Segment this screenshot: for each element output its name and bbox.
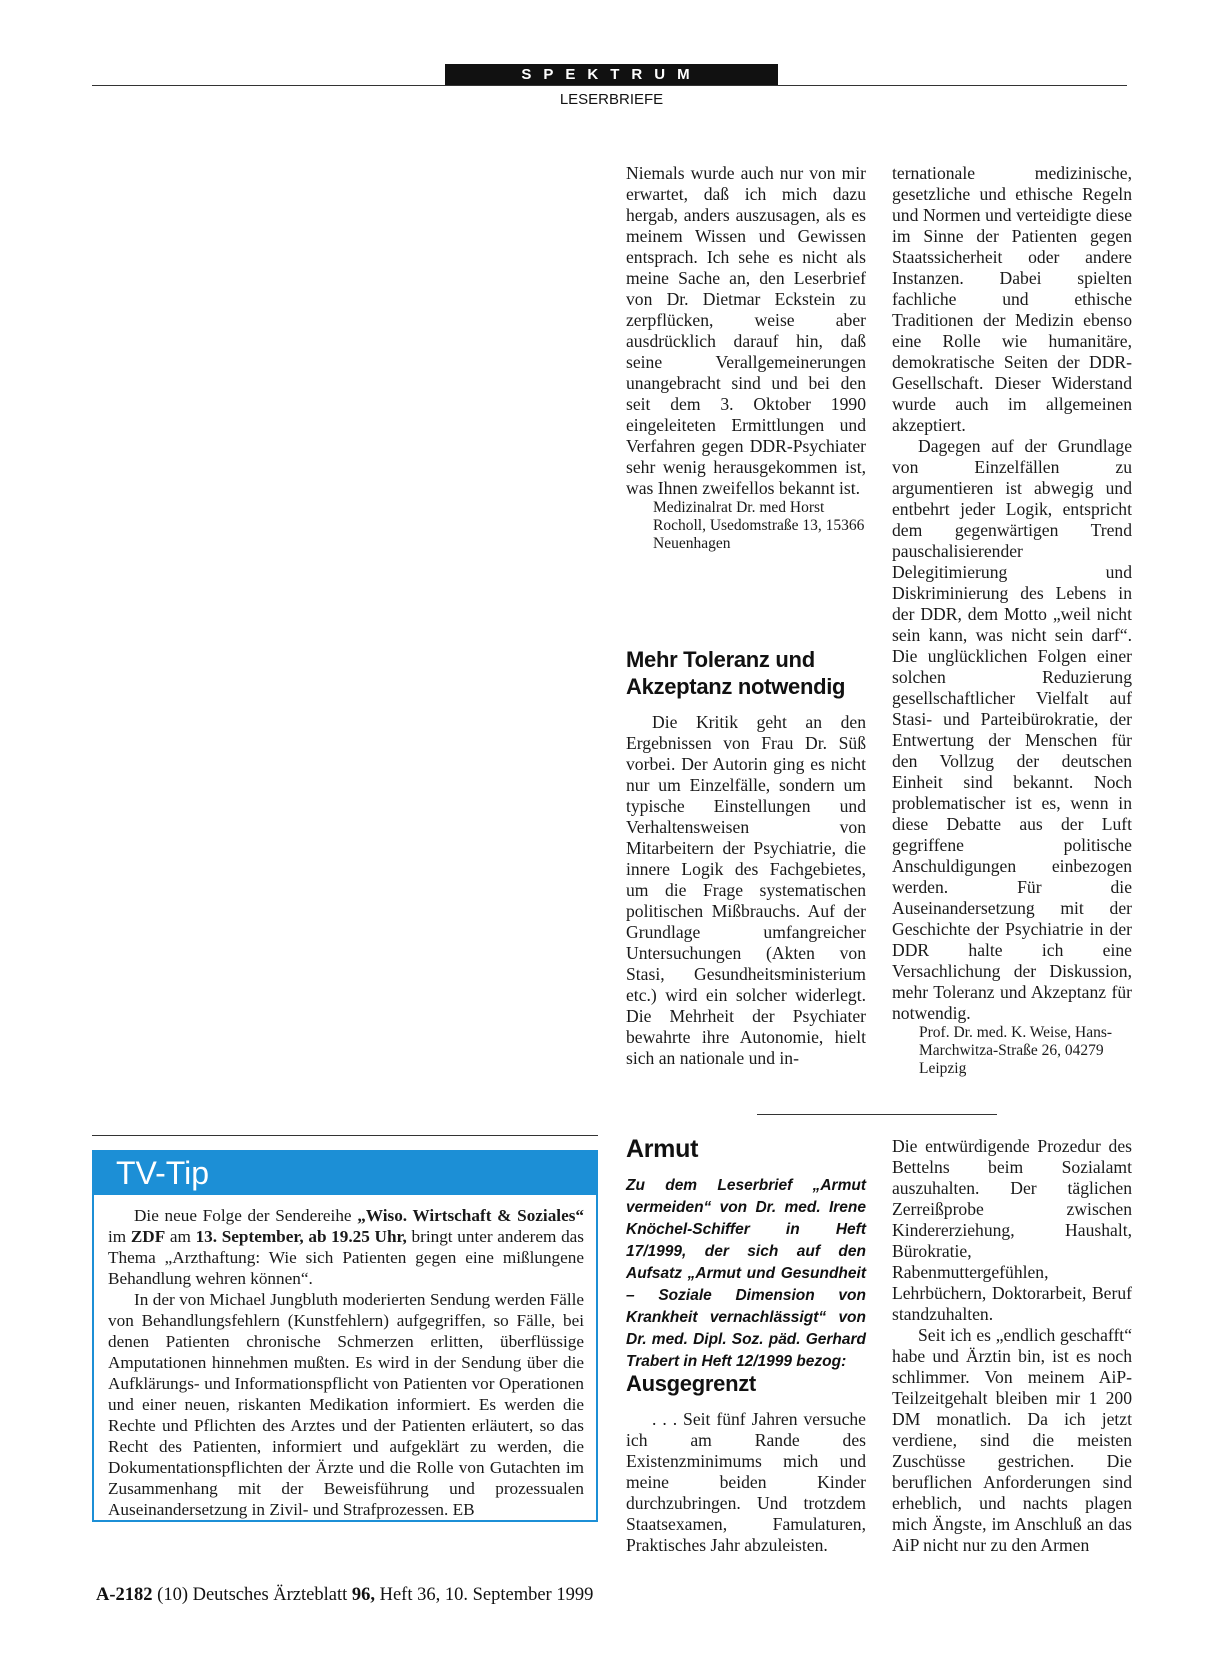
tv-tip-paragraph-2: [108, 1289, 584, 1520]
tv-tip-channel: ZDF: [130, 1227, 166, 1246]
tv-tip-text: In der von Michael Jungbluth moderierten Sendung werden Fälle von Behandlungsfehlern (Kunstfehlern) aufgegriffen, so Fälle, bei denen Patienten chronische Schmerzen erlitten, überflüssige Amputationen hinnehmen mußten. Es wird in der Sendung über die Aufklärungs- und Informationspflicht von Patienten vor Operationen und einer neuen, riskanten Medikation informiert. Es werden die Rechte und Pflichten des Arztes und der Patienten erläutert, so das Recht des Patienten, informiert und aufgeklärt zu werden, die Dokumentationspflichten der Ärzte und die Rolle von Gutachten im Zusammenhang mit der Beweisführung und prozessualen Auseinandersetzung in Zivil- und Strafprozessen.: [108, 1290, 584, 1519]
tv-tip-rule: [92, 1135, 598, 1136]
letter1-body: Niemals wurde auch nur von mir erwartet, daß ich mich dazu hergab, anders auszusagen, als es meinem Wissen und Gewissen entsprach. Ich sehe es nicht als meine Sache an, den Leserbrief von Dr. Dietmar Eckstein zu zerpflücken, weise aber ausdrücklich darauf hin, daß seine Verallgemeinerungen unangebracht sind und bei den seit dem 3. Oktober 1990 eingeleiteten Ermittlungen und Verfahren gegen DDR-Psychiater sehr wenig herausgekommen ist, was Ihnen zweifellos bekannt ist.: [626, 163, 866, 498]
tv-tip-text: im: [108, 1227, 131, 1246]
armut-body-2: Die entwürdigende Prozedur des Bettelns beim Sozialamt auszuhalten. Der täglichen Zerreißprobe zwischen Kindererziehung, Haushalt, Bürokratie, Rabenmuttergefühlen, Lehrbüchern, Doktorarbeit, Beruf standzuhalten.: [892, 1136, 1132, 1324]
article-divider: [757, 1114, 997, 1115]
letter2-column-left: [626, 712, 866, 1069]
journal-name: Deutsches Ärzteblatt: [192, 1585, 348, 1605]
page-number-paren: (10): [157, 1585, 188, 1605]
tv-tip-text: bringt unter anderem das Thema „Arzthaftung: Wie sich Patienten gegen eine mißlungene Behandlung wehren können“.: [108, 1227, 584, 1288]
armut-subhead: Ausgegrenzt: [626, 1371, 756, 1396]
tv-tip-paragraph-1: [108, 1205, 584, 1289]
tv-tip-text: am: [165, 1227, 196, 1246]
tv-tip-title: TV-Tip: [94, 1152, 596, 1195]
armut-column-left: [626, 1409, 866, 1556]
armut-headline: Armut: [626, 1135, 699, 1163]
tv-tip-show-name: „Wiso. Wirtschaft & Soziales“: [357, 1206, 584, 1225]
armut-intro: Zu dem Leserbrief „Armut vermeiden“ von Dr. med. Irene Knöchel-Schiffer in Heft 17/1999, der sich auf den Aufsatz „Armut und Gesundheit – Soziale Dimension von Krankheit vernachlässigt“ von Dr. med. Dipl. Soz. päd. Gerhard Trabert in Heft 12/1999 bezog:: [626, 1177, 866, 1370]
journal-issue: Heft 36, 10. September 1999: [379, 1585, 594, 1605]
armut-body-3: Seit ich es „endlich geschafft“ habe und Ärztin bin, ist es noch schlimmer. Von meinem AiP-Teilzeitgehalt bleiben mir 1 200 DM monatlich. Da ich jetzt verdiene, sind die meisten Zuschüsse gestrichen. Die beruflichen Anforderungen sind erheblich, und nachts plagen mich Ängste, im Anschluß an das AiP nicht nur zu den Armen: [892, 1325, 1132, 1555]
armut-body-1: . . . Seit fünf Jahren versuche ich am Rande des Existenzminimums mich und meine beiden Kinder durchzubringen. Und trotzdem Staatsexamen, Famulaturen, Praktisches Jahr abzuleisten.: [626, 1409, 866, 1555]
page-number: A-2182: [96, 1585, 153, 1605]
armut-column-right: [892, 1136, 1132, 1556]
letter1-signature: Medizinalrat Dr. med Horst Rocholl, Usedomstraße 13, 15366 Neuenhagen: [653, 499, 865, 552]
header-rule: [92, 85, 1127, 86]
tv-tip-airtime: 13. September, ab 19.25 Uhr,: [195, 1227, 407, 1246]
letter2-part2: ternationale medizinische, gesetzliche und ethische Regeln und Normen und verteidigte diese im Sinne der Patienten gegen Staatssicherheit oder andere Instanzen. Dabei spielten fachliche und ethische Traditionen der Medizin ebenso eine Rolle wie humanitäre, demokratische Seiten der DDR-Gesellschaft. Dieser Widerstand wurde auch im allgemeinen akzeptiert.: [892, 163, 1132, 435]
tv-tip-body: [94, 1195, 596, 1520]
journal-volume: 96,: [351, 1585, 375, 1605]
section-subtitle: LESERBRIEFE: [559, 91, 664, 108]
page-footer: [96, 1585, 593, 1606]
tv-tip-text: Die neue Folge der Sendereihe: [134, 1206, 358, 1225]
letter2-part3: Dagegen auf der Grundlage von Einzelfällen zu argumentieren ist abwegig und entbehrt jeder Logik, entspricht dem gegenwärtigen Trend pauschalisierender Delegitimierung und Diskriminierung des Lebens in der DDR, dem Motto „weil nicht sein kann, was nicht sein darf“. Die unglücklichen Folgen einer solchen Reduzierung gesellschaftlicher Vielfalt auf Stasi- und Parteibürokratie, der Entwertung der Menschen für den Vollzug der deutschen Einheit sind bekannt. Noch problematischer ist es, wenn in diese Debatte aus der Luft gegriffene politische Anschuldigungen einbezogen werden. Für die Auseinandersetzung mit der Geschichte der Psychiatrie in der DDR halte ich eine Versachlichung der Diskussion, mehr Toleranz und Akzeptanz für notwendig.: [892, 436, 1132, 1023]
column-left-upper: [626, 163, 866, 553]
letter2-column-right: [892, 163, 1132, 1078]
section-title: SPEKTRUM: [445, 64, 778, 85]
letter2-headline: Mehr Toleranz und Akzeptanz notwendig: [626, 647, 846, 699]
letter2-part1: Die Kritik geht an den Ergebnissen von Frau Dr. Süß vorbei. Der Autorin ging es nicht nur um Einzelfälle, sondern um typische Einstellungen und Verhaltensweisen von Mitarbeitern der Psychiatrie, die innere Logik des Fachgebietes, um die Frage systematischen politischen Mißbrauchs. Auf der Grundlage umfangreicher Untersuchungen (Akten von Stasi, Gesundheitsministerium etc.) wird ein solcher widerlegt. Die Mehrheit der Psychiater bewahrte ihre Autonomie, hielt sich an nationale und in-: [626, 712, 866, 1068]
tv-tip-box: [92, 1150, 598, 1522]
letter2-signature: Prof. Dr. med. K. Weise, Hans-Marchwitza-Straße 26, 04279 Leipzig: [919, 1024, 1113, 1077]
tv-tip-initials: EB: [452, 1500, 475, 1519]
